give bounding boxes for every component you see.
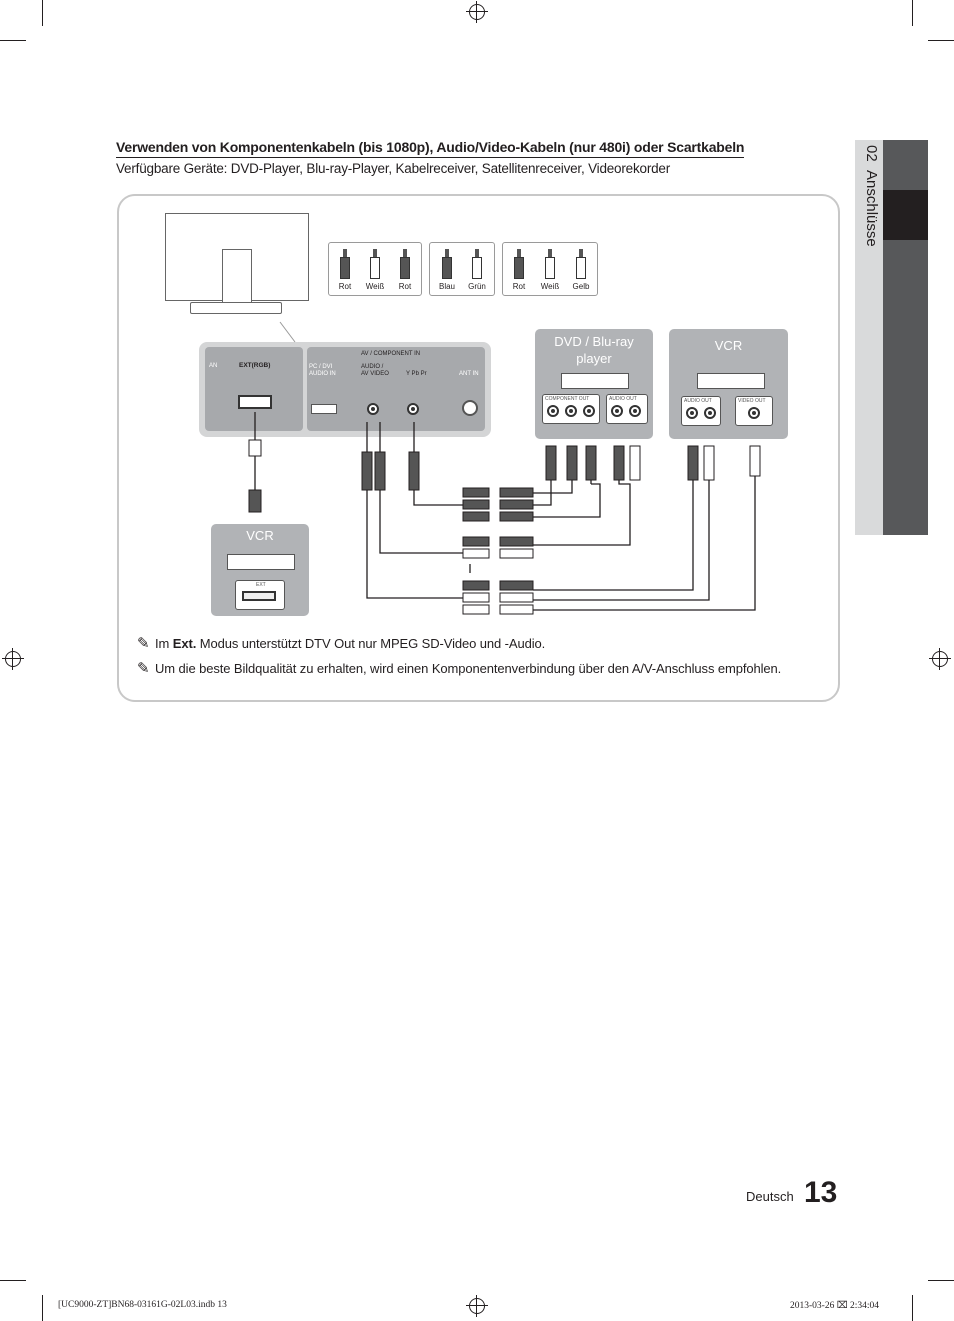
plug-label: Rot (398, 282, 412, 291)
video-out-label: VIDEO OUT (738, 398, 766, 404)
audio-out-label: AUDIO OUT (609, 396, 637, 402)
ypbpr-label: Y Pb Pr (406, 371, 427, 377)
pencil-note-icon: ✎ (137, 635, 150, 652)
section-subheading: Verfügbare Geräte: DVD-Player, Blu-ray-Player, Kabelreceiver, Satellitenreceiver, Videorekorder (116, 161, 671, 176)
note-text: Modus unterstützt DTV Out nur MPEG SD-Video und -Audio. (196, 636, 546, 651)
plug-label: Weiß (365, 282, 385, 291)
note-best-quality (137, 659, 781, 677)
pc-dvi-label: PC / DVI AUDIO IN (309, 364, 336, 377)
audio-out-label: AUDIO OUT (684, 398, 712, 404)
footer-language: Deutsch (746, 1189, 794, 1204)
plug-label: Rot (512, 282, 526, 291)
note-bold-text: Ext. (172, 636, 197, 651)
vcr-left-label: VCR (246, 528, 274, 543)
av-video-label: AV VIDEO (361, 371, 389, 377)
plug-label: Grün (468, 282, 486, 291)
ext-rgb-label: EXT(RGB) (239, 362, 271, 369)
page-number: 13 (804, 1176, 838, 1209)
plug-label: Weiß (540, 282, 560, 291)
ant-in-label: ANT IN (459, 371, 479, 377)
tv-panel-left: AN EXT(RGB) (205, 347, 303, 431)
chapter-number: 02 (863, 145, 880, 162)
plug-label: Blau (438, 282, 455, 291)
component-out-label: COMPONENT OUT (545, 396, 590, 402)
note-text: Im (155, 636, 173, 651)
note-ext-mode (137, 634, 545, 652)
audio-label: AUDIO / (361, 364, 384, 370)
print-slug-left: [UC9000-ZT]BN68-03161G-02L03.indb 13 (58, 1300, 227, 1310)
plug-label: Rot (338, 282, 352, 291)
chapter-title: Anschlüsse (863, 170, 880, 247)
pencil-note-icon: ✎ (137, 660, 150, 677)
av-component-label: AV / COMPONENT IN (361, 351, 421, 357)
vcr-right-label: VCR (714, 338, 743, 353)
dvd-label: DVD / Blu-ray player (554, 334, 634, 366)
note-text: Um die beste Bildqualität zu erhalten, wird einen Komponentenverbindung über den A/V-Anschluss empfohlen. (155, 661, 782, 676)
plug-label: Gelb (572, 282, 590, 291)
ext-port-label: EXT (256, 582, 266, 588)
section-heading: Verwenden von Komponentenkabeln (bis 1080p), Audio/Video-Kabeln (nur 480i) oder Scartkabeln (116, 139, 744, 158)
print-slug-right: 2013-03-26 ⌧ 2:34:04 (790, 1301, 880, 1311)
